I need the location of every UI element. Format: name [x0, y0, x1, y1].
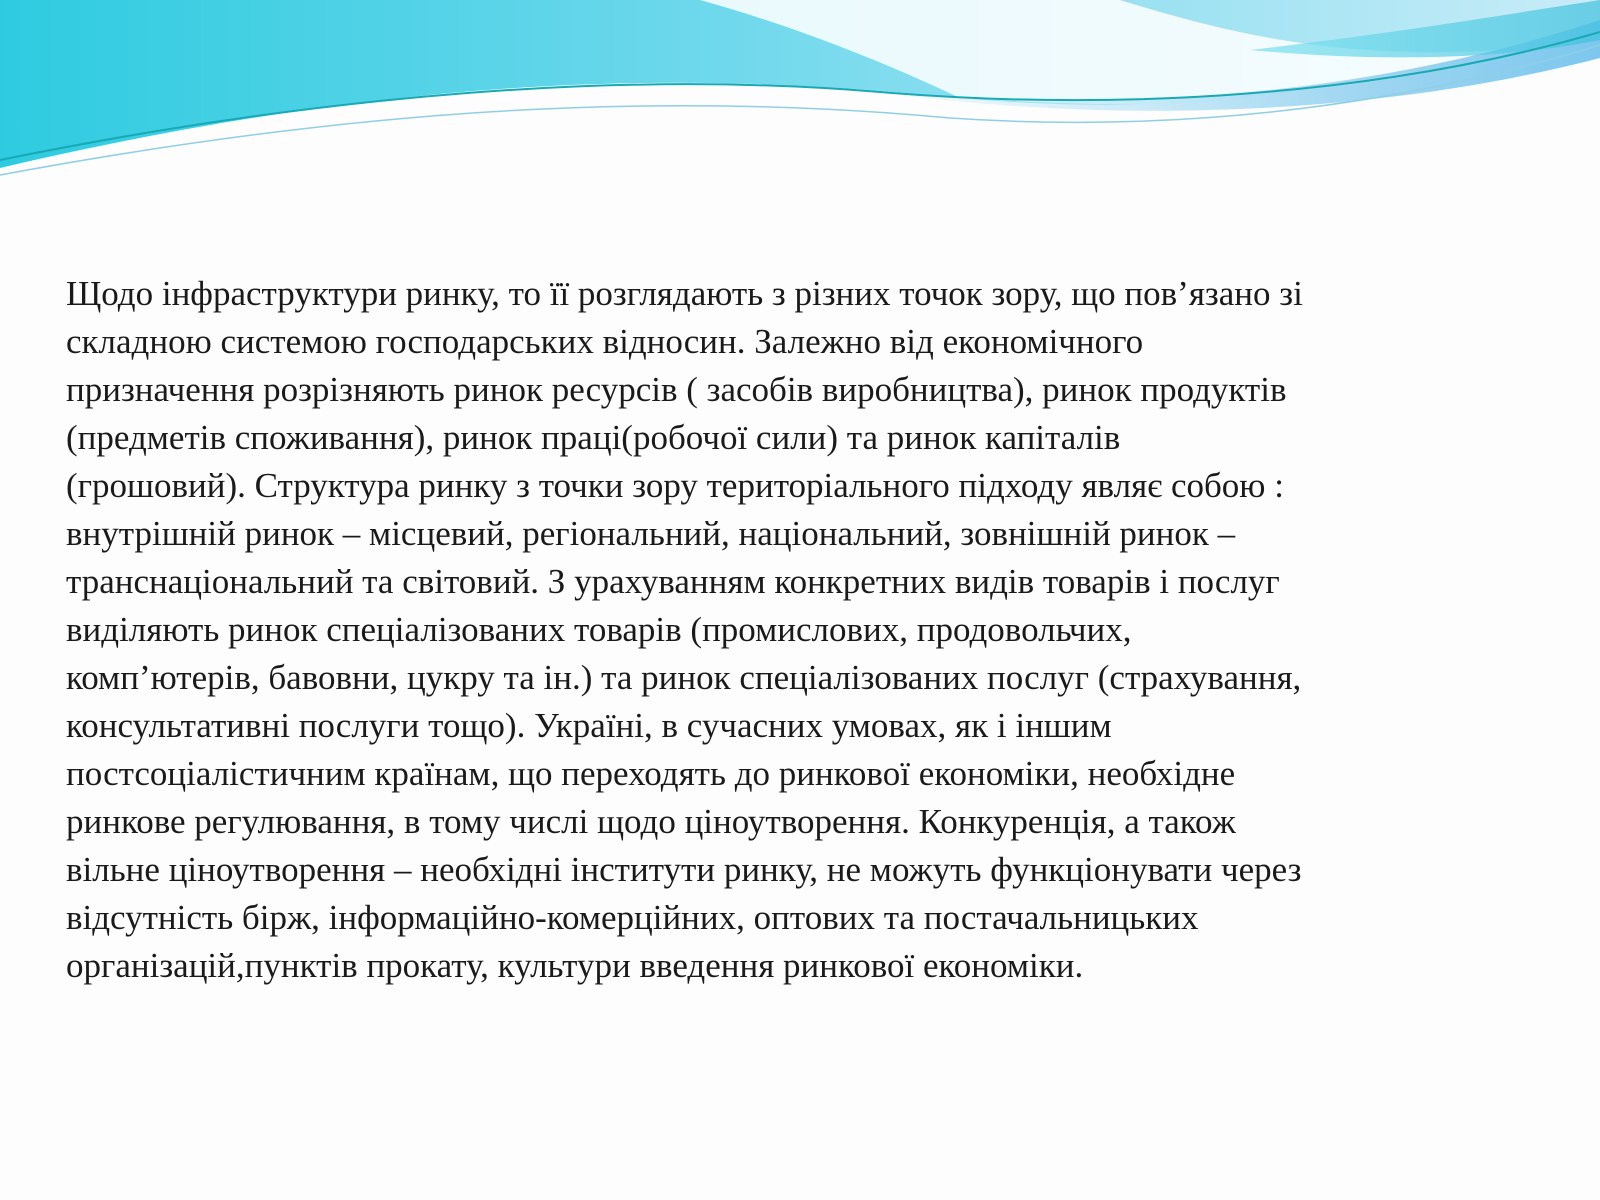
paragraph-line: внутрішній ринок – місцевий, регіональний, національний, зовнішній ринок –	[66, 514, 1236, 553]
body-paragraph	[66, 270, 1556, 990]
paragraph-line: відсутність бірж, інформаційно-комерційних, оптових та постачальницьких	[66, 898, 1199, 937]
paragraph-line: постсоціалістичним країнам, що переходять до ринкової економіки, необхідне	[66, 754, 1236, 793]
paragraph-line: ринкове регулювання, в тому числі щодо ціноутворення. Конкуренція, а також	[66, 802, 1236, 841]
header-wave-decoration	[0, 0, 1600, 200]
paragraph-line: Щодо інфраструктури ринку, то її розглядають з різних точок зору, що пов’язано зі	[66, 274, 1303, 313]
paragraph-line: (грошовий). Структура ринку з точки зору територіального підходу являє собою :	[66, 466, 1284, 505]
paragraph-line: комп’ютерів, бавовни, цукру та ін.) та ринок спеціалізованих послуг (страхування,	[66, 658, 1302, 697]
paragraph-line: призначення розрізняють ринок ресурсів ( засобів виробництва), ринок продуктів	[66, 370, 1287, 409]
paragraph-line: транснаціональний та світовий. З урахуванням конкретних видів товарів і послуг	[66, 562, 1280, 601]
paragraph-line: вільне ціноутворення – необхідні інститути ринку, не можуть функціонувати через	[66, 850, 1302, 889]
paragraph-line: консультативні послуги тощо). Україні, в сучасних умовах, як і іншим	[66, 706, 1112, 745]
paragraph-line: виділяють ринок спеціалізованих товарів (промислових, продовольчих,	[66, 610, 1132, 649]
paragraph-line: організацій,пунктів прокату, культури введення ринкової економіки.	[66, 946, 1084, 985]
paragraph-line: (предметів споживання), ринок праці(робочої сили) та ринок капіталів	[66, 418, 1121, 457]
paragraph-line: складною системою господарських відносин. Залежно від економічного	[66, 322, 1144, 361]
